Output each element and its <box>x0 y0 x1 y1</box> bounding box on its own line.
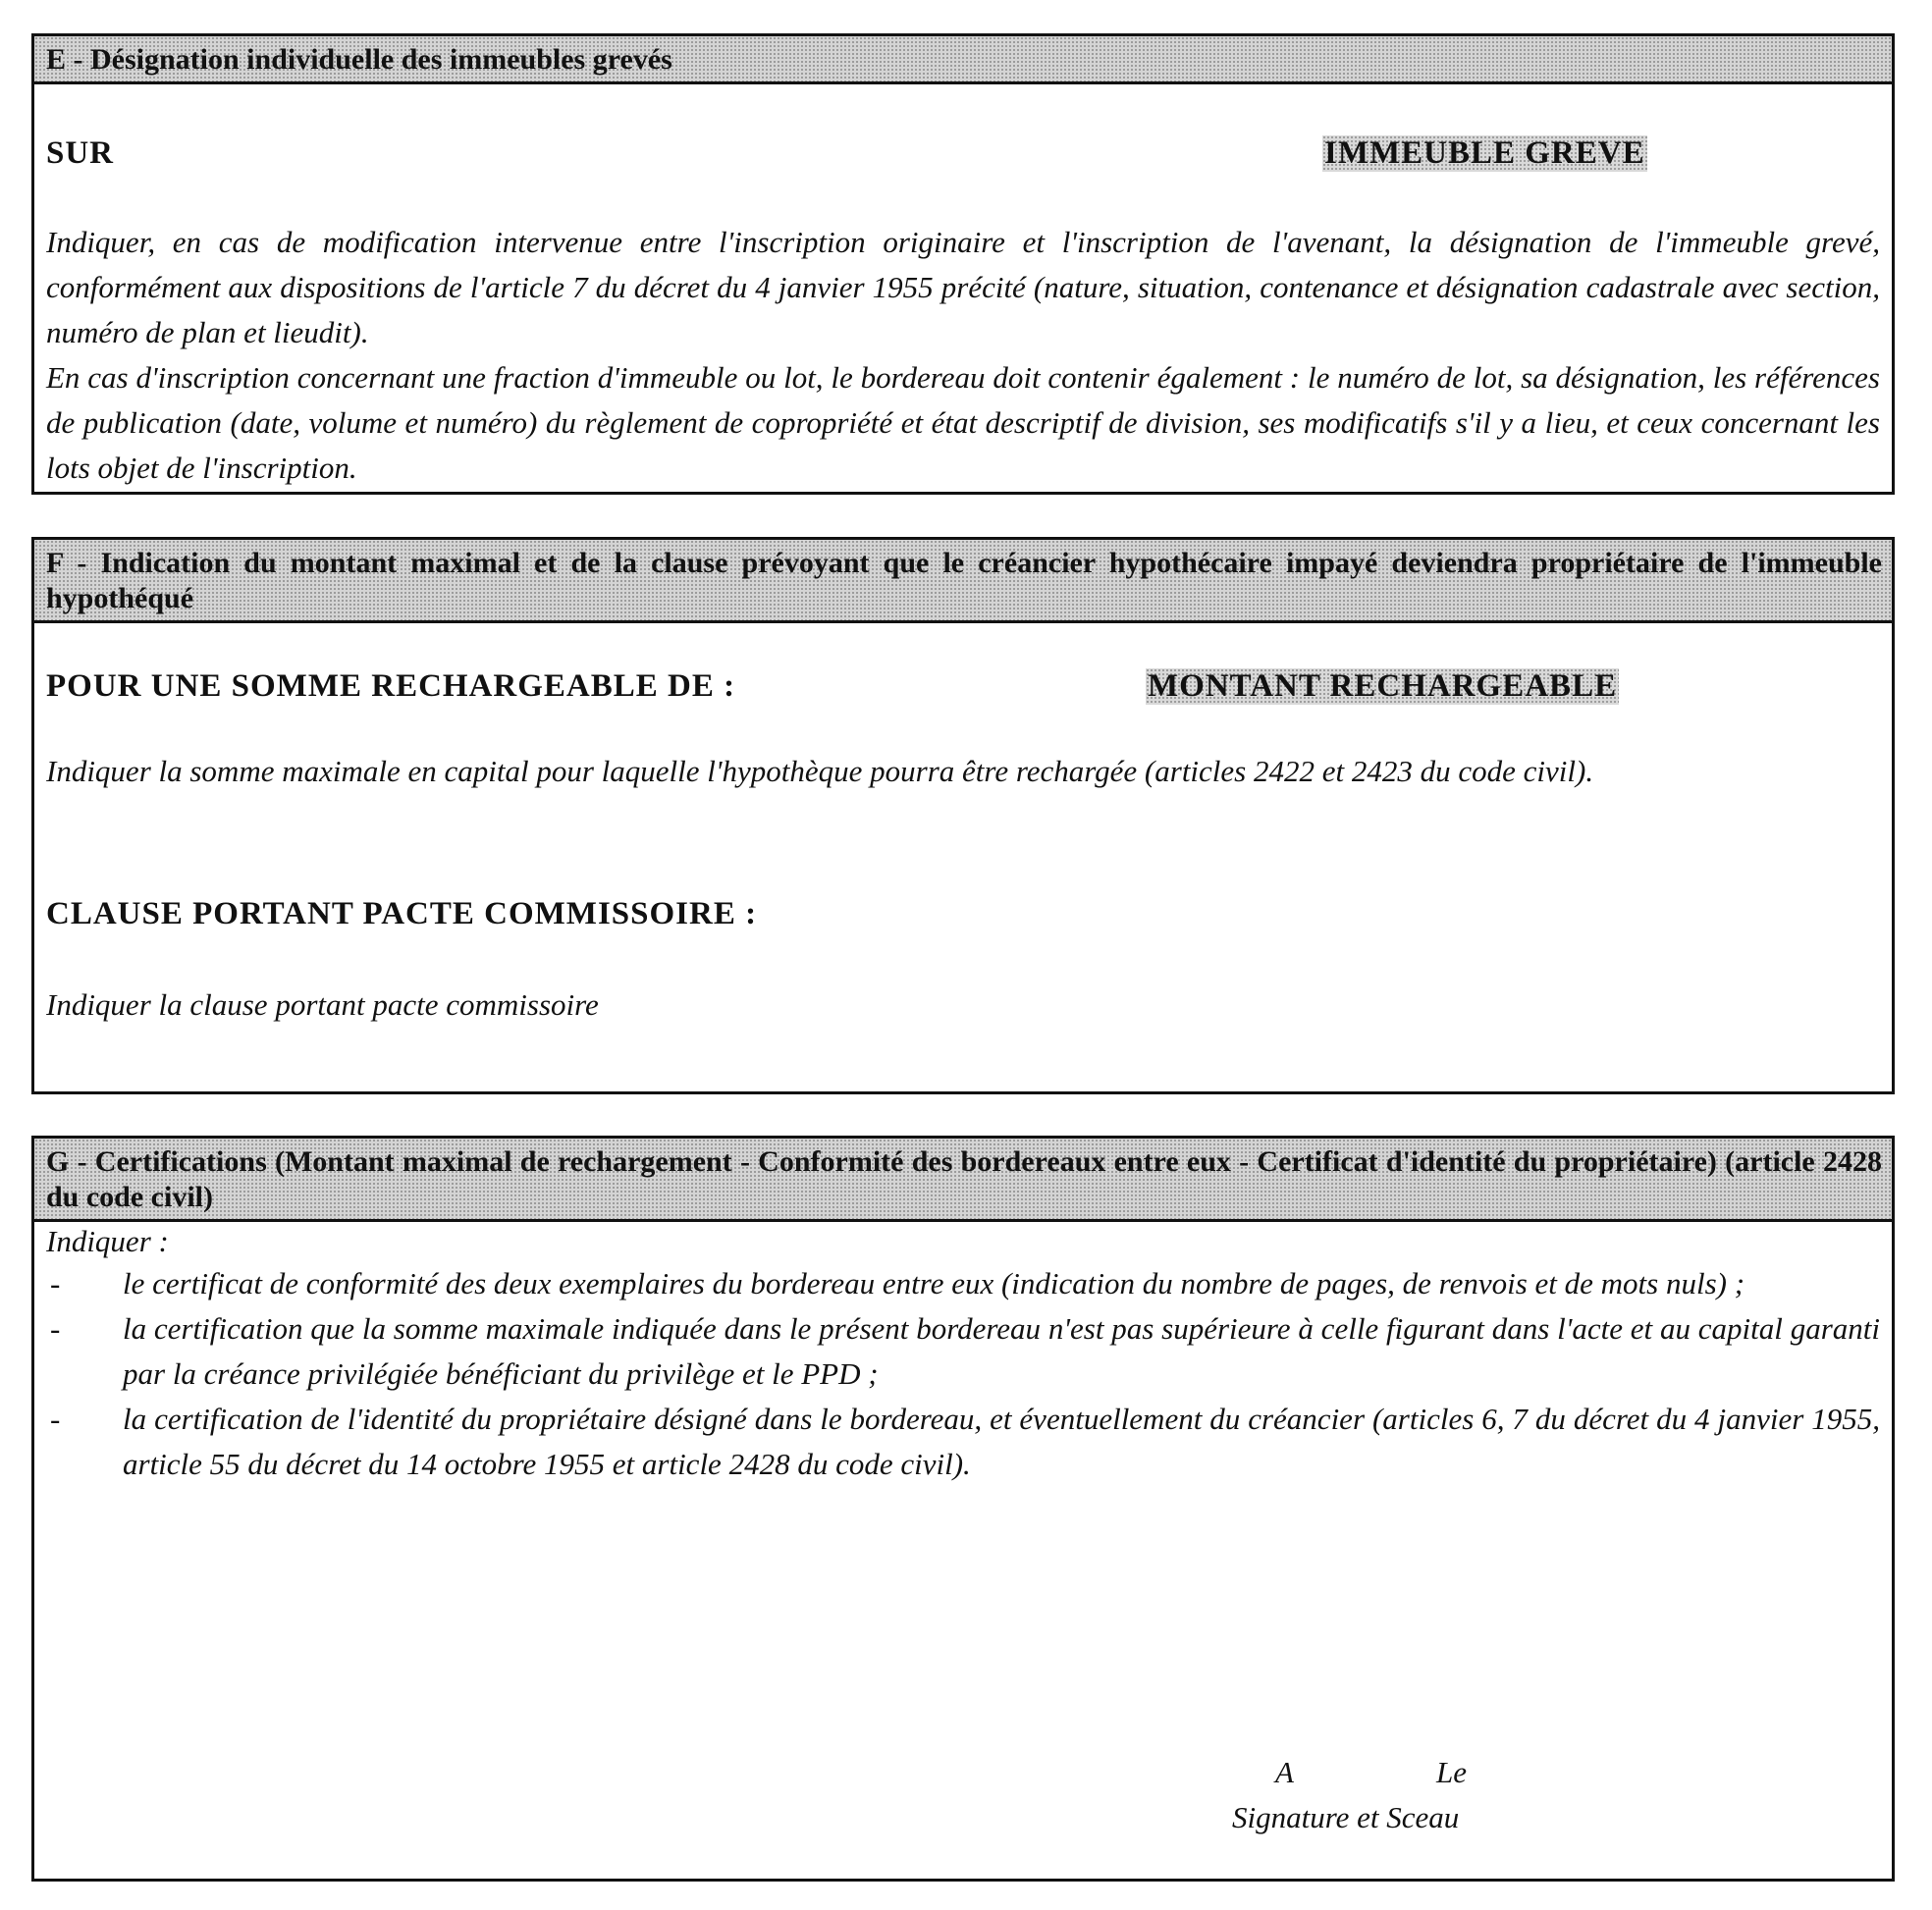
section-e <box>31 33 1895 495</box>
section-e-header: E - Désignation individuelle des immeubles grevés <box>34 36 1892 84</box>
section-f-header: F - Indication du montant maximal et de la clause prévoyant que le créancier hypothécaire impayé deviendra propriétaire de l'immeuble hypothéqué <box>34 540 1892 623</box>
bullet-dash: - <box>50 1311 61 1346</box>
section-e-body <box>34 84 1892 495</box>
section-f-label-clause: CLAUSE PORTANT PACTE COMMISSOIRE : <box>46 896 758 931</box>
section-e-label: SUR <box>46 135 115 171</box>
section-e-highlight: IMMEUBLE GREVE <box>1324 135 1645 171</box>
section-g-body <box>34 1222 1892 1880</box>
bullet-text: la certification de l'identité du propriétaire désigné dans le bordereau, et éventuellement du créancier (articles 6, 7 du décret du 4 janvier 1955, article 55 du décret du 14 octobre 1955 et article 2428 du code civil). <box>123 1402 1880 1481</box>
signature-place-label: A <box>1275 1755 1294 1789</box>
bullet-dash: - <box>50 1266 61 1300</box>
signature-caption: Signature et Sceau <box>1232 1800 1460 1834</box>
section-f-paragraph-2: Indiquer la clause portant pacte commissoire <box>46 987 599 1022</box>
bullet-dash: - <box>50 1402 61 1436</box>
section-f-paragraph-1: Indiquer la somme maximale en capital pour laquelle l'hypothèque pourra être rechargée (articles 2422 et 2423 du code civil). <box>46 754 1594 788</box>
section-e-paragraph-1: Indiquer, en cas de modification intervenue entre l'inscription originaire et l'inscription de l'avenant, la désignation de l'immeuble grevé, conformément aux dispositions de l'article 7 du décret du 4 janvier 1955 précité (nature, situation, contenance et désignation cadastrale avec section, numéro de plan et lieudit). <box>46 225 1880 349</box>
section-f-label-amount: POUR UNE SOMME RECHARGEABLE DE : <box>46 668 736 704</box>
list-item <box>46 1261 1880 1306</box>
bullet-text: le certificat de conformité des deux exemplaires du bordereau entre eux (indication du nombre de pages, de renvois et de mots nuls) ; <box>123 1266 1745 1300</box>
section-f <box>31 537 1895 1094</box>
signature-date-label: Le <box>1436 1755 1467 1789</box>
section-e-paragraph-2: En cas d'inscription concernant une fraction d'immeuble ou lot, le bordereau doit contenir également : le numéro de lot, sa désignation, les références de publication (date, volume et numéro) du règlement de copropriété et état descriptif de division, ses modificatifs s'il y a lieu, et ceux concernant les lots objet de l'inscription. <box>46 360 1880 485</box>
section-g <box>31 1136 1895 1882</box>
bullet-text: la certification que la somme maximale indiquée dans le présent bordereau n'est pas supérieure à celle figurant dans l'acte et au capital garanti par la créance privilégiée bénéficiant du privilège et le PPD ; <box>123 1311 1880 1391</box>
section-g-intro: Indiquer : <box>46 1224 169 1258</box>
list-item <box>46 1306 1880 1397</box>
section-f-highlight: MONTANT RECHARGEABLE <box>1148 668 1618 704</box>
section-g-header: G - Certifications (Montant maximal de rechargement - Conformité des bordereaux entre eux - Certificat d'identité du propriétaire) (article 2428 du code civil) <box>34 1139 1892 1222</box>
section-e-text <box>46 220 1880 491</box>
list-item <box>46 1397 1880 1487</box>
section-f-body <box>34 623 1892 1094</box>
section-g-bullets <box>46 1261 1880 1487</box>
